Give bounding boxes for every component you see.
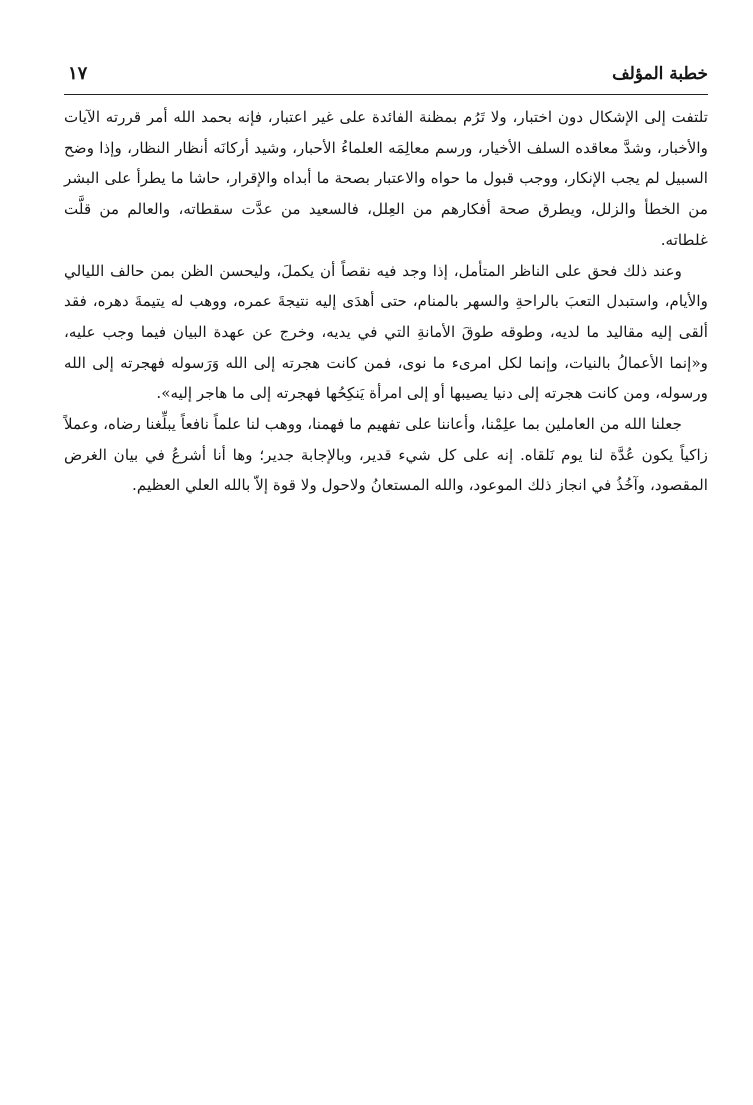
running-title: خطبة المؤلف bbox=[612, 64, 708, 84]
body-text bbox=[64, 102, 708, 501]
paragraph-2: وعند ذلك فحق على الناظر المتأمل، إذا وجد فيه نقصاً أن يكملَ، وليحسن الظن بمن حالف الليالي والأيام، واستبدل التعبَ بالراحةِ والسهر بالمنام، حتى أهدَى إليه نتيجةَ عمره، ووهب له يتيمةَ دهره، فقد ألقى إليه مقاليد ما لديه، وطوقه طوقَ الأمانةِ التي في يديه، وخرج عن عهدة البيان فيما وجب عليه، و«إنما الأعمالُ بالنيات، وإنما لكل امرىء ما نوى، فمن كانت هجرته إلى الله وَرَسوله فهجرته إلى الله ورسوله، ومن كانت هجرته إلى دنيا يصيبها أو إلى امرأة يَنكِحُها فهجرته إلى ما هاجر إليه». bbox=[64, 261, 708, 403]
paragraph-1: تلتفت إلى الإشكال دون اختبار، ولا تَرُم بمظنة الفائدة على غير اعتبار، فإنه بحمد الله أمر قررته الآيات والأخبار، وشدَّ معاقده السلف الأخيار، ورسم معالِمَه العلماءُ الأحبار، وشيد أركانَه أنظار النظار، وإذا وضح السبيل لم يجب الإنكار، ووجب قبول ما حواه والاعتبار بصحة ما أبداه والإقرار، حاشا ما يطرأ على البشر من الخطأ والزلل، ويطرق صحة أفكارهم من العِلل، فالسعيد من عدَّت سقطاته، والعالم من قلَّت غلطاته. bbox=[64, 108, 708, 249]
page-number: ١٧ bbox=[68, 63, 88, 84]
paragraph-3: جعلنا الله من العاملين بما علِمْنا، وأعاننا على تفهيم ما فهمنا، ووهب لنا علماً نافعاً يبلِّغنا رضاه، وعملاً زاكياً يكون عُدَّة لنا يوم نَلقاه. إنه على كل شيء قدير، وبالإجابة جدير؛ وها أنا أشرعُ في بيان الغرض المقصود، وآخُذُ في انجاز ذلك الموعود، والله المستعانُ ولاحول ولا قوة إلاّ بالله العلي العظيم. bbox=[64, 415, 708, 495]
page-header bbox=[64, 62, 708, 95]
